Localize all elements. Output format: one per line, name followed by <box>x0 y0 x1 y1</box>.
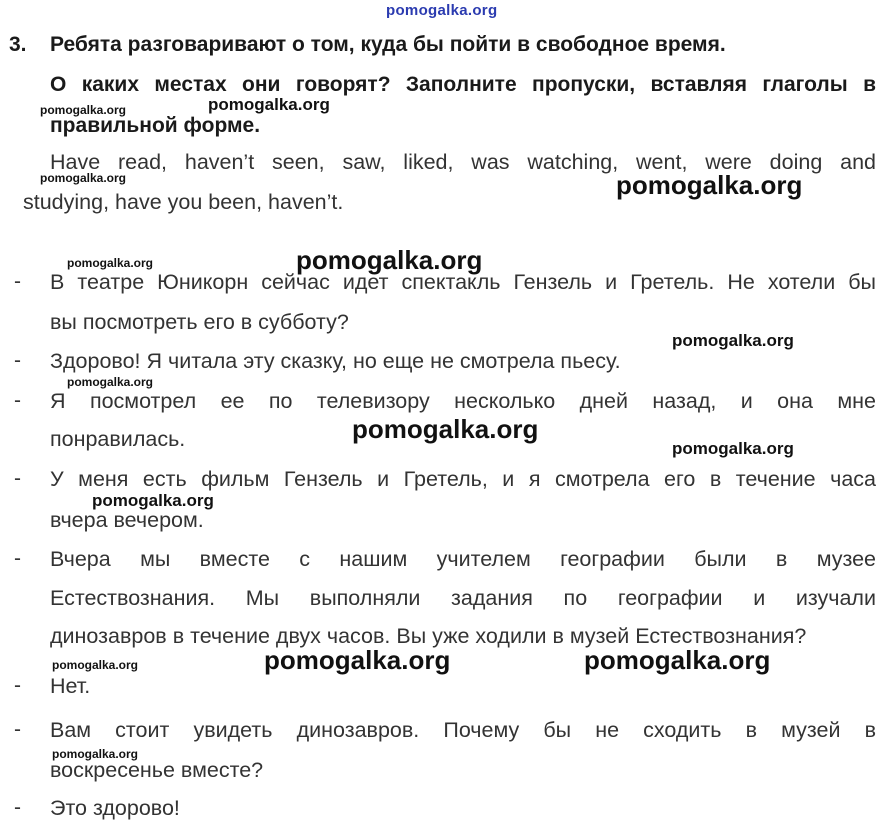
watermark: pomogalka.org <box>672 439 794 458</box>
dialogue-line: динозавров в течение двух часов. Вы уже ходили в музей Естествознания? <box>50 624 807 648</box>
watermark: pomogalka.org <box>352 414 539 444</box>
dialogue-line: воскресенье вместе? <box>50 758 264 782</box>
dialogue-line: вы посмотреть его в субботу? <box>50 310 349 334</box>
watermark: pomogalka.org <box>40 103 127 117</box>
dialogue-dash: - <box>14 270 21 293</box>
watermark: pomogalka.org <box>672 331 794 350</box>
watermark: pomogalka.org <box>92 491 214 510</box>
task-instruction-line-3: правильной форме. <box>50 114 261 137</box>
dialogue-dash: - <box>14 674 21 697</box>
watermark: pomogalka.org <box>584 645 771 675</box>
watermark: pomogalka.org <box>40 171 127 185</box>
task-instruction-line-1: Ребята разговаривают о том, куда бы пойти в свободное время. <box>50 33 726 56</box>
word-bank-line-2: studying, have you been, haven’t. <box>23 190 344 214</box>
watermark: pomogalka.org <box>296 245 483 275</box>
dialogue-line: Я посмотрел ее по телевизору несколько дней назад, и она мне <box>50 389 876 413</box>
dialogue-line: В театре Юникорн сейчас идет спектакль Гензель и Гретель. Не хотели бы <box>50 270 876 294</box>
dialogue-line: Здорово! Я читала эту сказку, но еще не смотрела пьесу. <box>50 349 621 373</box>
dialogue-line: Естествознания. Мы выполняли задания по географии и изучали <box>50 586 876 610</box>
watermark: pomogalka.org <box>52 658 139 672</box>
watermark: pomogalka.org <box>67 375 154 389</box>
dialogue-line: Нет. <box>50 674 91 698</box>
watermark: pomogalka.org <box>67 256 154 270</box>
watermark: pomogalka.org <box>208 95 330 114</box>
dialogue-line: вчера вечером. <box>50 508 204 532</box>
dialogue-line: Вам стоит увидеть динозавров. Почему бы не сходить в музей в <box>50 718 876 742</box>
word-bank-line-1: Have read, haven’t seen, saw, liked, was watching, went, were doing and <box>50 150 876 174</box>
watermark: pomogalka.org <box>52 747 139 761</box>
site-header-watermark: pomogalka.org <box>386 2 498 19</box>
task-instruction-line-2: О каких местах они говорят? Заполните пропуски, вставляя глаголы в <box>50 73 876 96</box>
dialogue-line: У меня есть фильм Гензель и Гретель, и я смотрела его в течение часа <box>50 467 876 491</box>
dialogue-line: понравилась. <box>50 427 186 451</box>
watermark: pomogalka.org <box>616 170 803 200</box>
dialogue-line: Это здорово! <box>50 796 180 820</box>
dialogue-dash: - <box>14 349 21 372</box>
task-number: 3. <box>9 33 27 56</box>
dialogue-dash: - <box>14 389 21 412</box>
dialogue-dash: - <box>14 796 21 819</box>
watermark: pomogalka.org <box>264 645 451 675</box>
dialogue-dash: - <box>14 718 21 741</box>
dialogue-dash: - <box>14 547 21 570</box>
dialogue-line: Вчера мы вместе с нашим учителем географии были в музее <box>50 547 876 571</box>
dialogue-dash: - <box>14 467 21 490</box>
